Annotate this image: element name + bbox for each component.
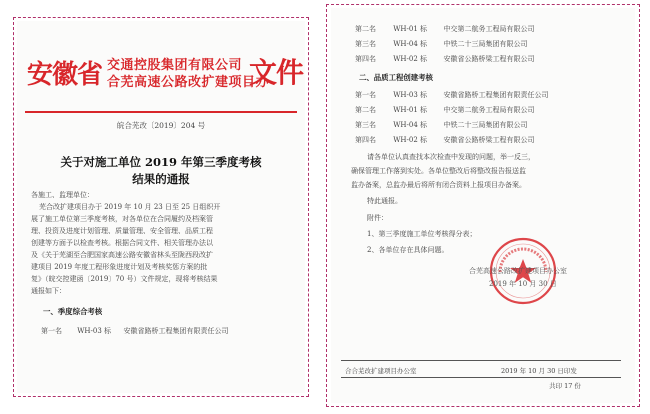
- footer-org: 合合芜改扩建项目办公室: [345, 367, 417, 375]
- doc-number: 皖合芜改〔2019〕204 号: [116, 121, 206, 130]
- closing-line: 特此通报。: [367, 197, 402, 205]
- body-line: 展了施工单位第三季度考核，对各单位在合同履约及档案管: [31, 215, 213, 223]
- ranking-company: 安徽省公路桥梁工程有限公司: [443, 136, 535, 144]
- ranking-row: [355, 90, 548, 100]
- document-page-2: [331, 8, 635, 403]
- ranking-rank: 第一名: [355, 91, 376, 99]
- body-line: 理、投资及进度计划管理、质量管理、安全管理、品质工程: [31, 227, 213, 235]
- document-page-1: [17, 21, 305, 393]
- footer-copies: 共印 17 份: [549, 382, 581, 390]
- letterhead-org-line1: 交通控股集团有限公司: [107, 58, 243, 73]
- letterhead-province: 安徽省: [27, 60, 103, 90]
- ranking-section: WH-03 标: [77, 327, 112, 335]
- closing-line: 确保管理工作落到实处。各单位整改后将整改报告报送监: [351, 167, 526, 175]
- body-line: 创建等方面予以检查考核。根据合同文件、相关管理办法以: [31, 239, 213, 247]
- left-page-frame: [13, 17, 309, 397]
- ranking-row: [355, 120, 527, 130]
- letterhead-doc-type: 文件: [249, 56, 304, 89]
- ranking-company: 中铁二十三局集团有限公司: [443, 121, 528, 129]
- ranking-section: WH-04 标: [393, 40, 428, 48]
- ranking-company: 中交第二航务工程局有限公司: [443, 106, 535, 114]
- ranking-section: WH-03 标: [393, 91, 428, 99]
- ranking-company: 安徽省路桥工程集团有限责任公司: [123, 327, 229, 335]
- ranking-rank: 第二名: [355, 25, 376, 33]
- attachment-label: 附件：: [367, 214, 388, 222]
- salutation: 各施工、监理单位：: [31, 191, 94, 199]
- ranking-company: 中铁二十三局集团有限公司: [443, 40, 528, 48]
- ranking-row: [355, 105, 534, 115]
- ranking-company: 安徽省路桥工程集团有限责任公司: [443, 91, 549, 99]
- letterhead-red-rule: [25, 111, 297, 113]
- ranking-section: WH-02 标: [393, 136, 428, 144]
- body-line: 复》（皖交控建函〔2019〕70 号）文件规定，现将考核结果: [31, 275, 218, 283]
- ranking-section: WH-04 标: [393, 121, 428, 129]
- letterhead-org-line2: 合芜高速公路改扩建项目办: [107, 75, 270, 90]
- signature-date: 2019 年 10 月 30 日: [489, 280, 557, 288]
- ranking-section: WH-01 标: [393, 106, 428, 114]
- body-line: 及《关于芜湖至合肥国家高速公路安徽省林头至陇西段改扩: [31, 251, 213, 259]
- body-line: 芜合改扩建项目办于 2019 年 10 月 23 日至 25 日组织开: [39, 203, 221, 211]
- closing-line: 请各单位认真查找本次检查中发现的问题，举一反三，: [367, 153, 535, 161]
- section2-heading: 二、品质工程创建考核: [359, 73, 433, 82]
- right-page-frame: [326, 4, 640, 407]
- ranking-row: [355, 24, 534, 34]
- body-line: 建项目 2019 年度工程形象进度计划及考核奖惩方案的批: [31, 263, 208, 271]
- footer-rule-bottom: [341, 377, 621, 378]
- section1-heading: 一、季度综合考核: [43, 307, 103, 316]
- ranking-row: [41, 326, 228, 336]
- body-line: 通报如下：: [31, 287, 66, 295]
- ranking-company: 中交第二航务工程局有限公司: [443, 25, 535, 33]
- footer-date: 2019 年 10 月 30 日印发: [501, 367, 577, 375]
- ranking-row: [355, 54, 534, 64]
- ranking-rank: 第四名: [355, 136, 376, 144]
- footer-rule-top: [341, 360, 621, 361]
- ranking-section: WH-02 标: [393, 55, 428, 63]
- ranking-row: [355, 39, 527, 49]
- ranking-rank: 第二名: [355, 106, 376, 114]
- signature-org: 合芜高速公路改扩建项目办公室: [469, 267, 567, 275]
- ranking-rank: 第一名: [41, 327, 62, 335]
- attachment-item: 1、第三季度施工单位考核得分表；: [367, 230, 477, 238]
- doc-title-line2: 结果的通报: [132, 172, 190, 186]
- ranking-section: WH-01 标: [393, 25, 428, 33]
- ranking-row: [355, 135, 534, 145]
- closing-line: 监办备案，总监办最后将所有闭合资料上报项目办备案。: [351, 181, 526, 189]
- ranking-rank: 第三名: [355, 40, 376, 48]
- attachment-item: 2、各单位存在具体问题。: [367, 246, 449, 254]
- ranking-rank: 第三名: [355, 121, 376, 129]
- ranking-rank: 第四名: [355, 55, 376, 63]
- ranking-company: 安徽省公路桥梁工程有限公司: [443, 55, 535, 63]
- doc-title-line1: 关于对施工单位 2019 年第三季度考核: [60, 155, 262, 169]
